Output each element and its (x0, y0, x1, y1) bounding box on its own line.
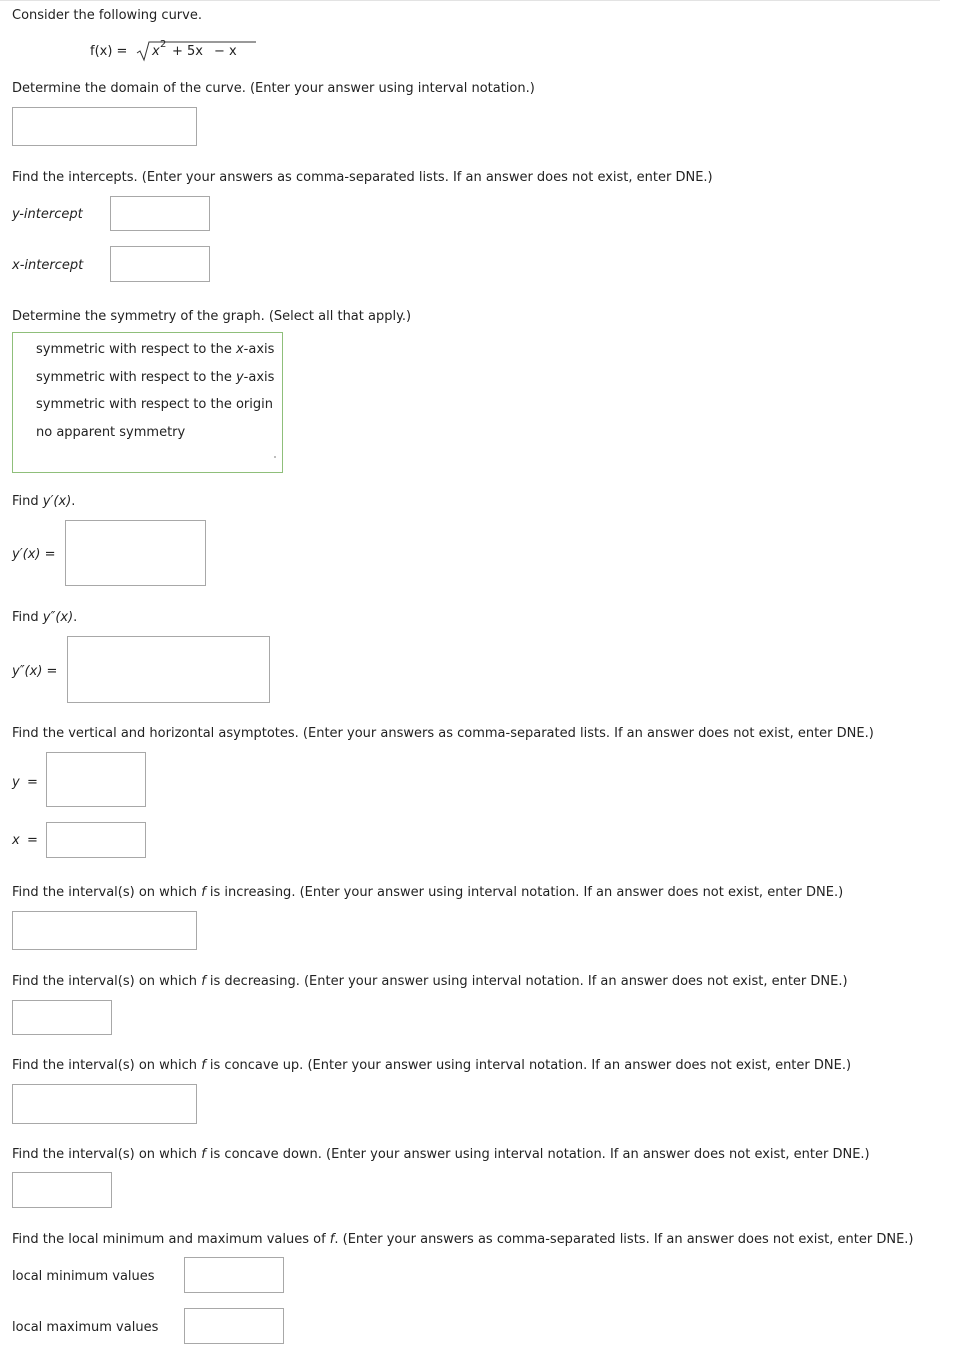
equals-sign: = (27, 775, 38, 790)
y-intercept-label: y-intercept (12, 207, 83, 222)
option-suffix: -axis (243, 370, 275, 385)
local-minimum-label: local minimum values (12, 1269, 155, 1284)
option-var: x (235, 342, 244, 357)
q-post: . (Enter your answers as comma-separated lists. If an answer does not exist, enter DNE.) (334, 1232, 914, 1247)
formula-base: x (152, 44, 160, 59)
x-intercept-input[interactable] (110, 246, 210, 282)
q-post: . (73, 610, 78, 625)
q-post: is concave down. (Enter your answer using interval notation. If an answer does not exist, enter DNE.) (205, 1147, 870, 1162)
resize-mark (274, 456, 276, 458)
equals-sign: = (27, 833, 38, 848)
question-first-derivative (12, 494, 75, 510)
q-f: f (329, 1232, 335, 1247)
question-second-derivative (12, 610, 77, 626)
concave-down-input[interactable] (12, 1172, 112, 1208)
x-intercept-label: x-intercept (12, 258, 84, 273)
local-minimum-input[interactable] (184, 1257, 284, 1293)
option-y-axis-symmetry[interactable] (36, 370, 274, 386)
question-symmetry: Determine the symmetry of the graph. (Select all that apply.) (12, 309, 412, 324)
q-pre: Find (12, 610, 43, 625)
q-post: is concave up. (Enter your answer using interval notation. If an answer does not exist, enter DNE.) (205, 1058, 852, 1073)
vertical-asymptote-label: x (12, 833, 20, 848)
vertical-asymptote-input[interactable] (46, 822, 146, 858)
q-pre: Find the interval(s) on which (12, 1058, 202, 1073)
intro-text: Consider the following curve. (12, 8, 202, 23)
q-expr: y″(x) (42, 610, 74, 625)
q-pre: Find (12, 494, 43, 509)
question-intercepts: Find the intercepts. (Enter your answers as comma-separated lists. If an answer does not exist, enter DNE.) (12, 170, 713, 185)
q-pre: Find the interval(s) on which (12, 885, 202, 900)
q-pre: Find the interval(s) on which (12, 1147, 202, 1162)
concave-up-input[interactable] (12, 1084, 197, 1124)
q-f: f (201, 885, 206, 900)
q-post: is increasing. (Enter your answer using interval notation. If an answer does not exist, enter DNE.) (205, 885, 844, 900)
option-no-symmetry[interactable]: no apparent symmetry (36, 425, 186, 440)
question-local-extrema (12, 1232, 914, 1248)
q-post: . (71, 494, 76, 509)
first-derivative-input[interactable] (65, 520, 206, 586)
option-origin-symmetry[interactable]: symmetric with respect to the origin (36, 397, 273, 412)
option-suffix: -axis (243, 342, 275, 357)
q-expr: y′(x) (42, 494, 72, 509)
top-divider (0, 0, 940, 1)
y-intercept-input[interactable] (110, 196, 210, 231)
question-decreasing (12, 974, 848, 990)
horizontal-asymptote-input[interactable] (46, 752, 146, 807)
increasing-input[interactable] (12, 911, 197, 950)
question-asymptotes: Find the vertical and horizontal asymptotes. (Enter your answers as comma-separated lists. If an answer does not exist, enter DNE.) (12, 726, 874, 741)
formula-tail: − x (214, 44, 237, 59)
formula-lhs: f(x) = (90, 44, 128, 59)
option-var: y (235, 370, 244, 385)
second-derivative-input[interactable] (67, 636, 270, 703)
formula-rest: + 5x (172, 44, 203, 59)
decreasing-input[interactable] (12, 1000, 112, 1035)
local-maximum-label: local maximum values (12, 1320, 159, 1335)
local-maximum-input[interactable] (184, 1308, 284, 1344)
option-x-axis-symmetry[interactable] (36, 342, 274, 358)
question-concave-down (12, 1147, 870, 1163)
question-increasing (12, 885, 843, 901)
second-derivative-label: y″(x) = (12, 664, 58, 679)
q-f: f (201, 974, 206, 989)
domain-input[interactable] (12, 107, 197, 146)
horizontal-asymptote-label: y (12, 775, 20, 790)
first-derivative-label: y′(x) = (12, 547, 56, 562)
q-f: f (201, 1147, 206, 1162)
option-text: symmetric with respect to the (36, 342, 236, 357)
symmetry-options-box (12, 332, 283, 473)
question-concave-up (12, 1058, 851, 1074)
q-f: f (201, 1058, 206, 1073)
formula-exponent: 2 (160, 39, 167, 50)
question-domain: Determine the domain of the curve. (Enter your answer using interval notation.) (12, 81, 535, 96)
q-pre: Find the local minimum and maximum values of (12, 1232, 330, 1247)
q-post: is decreasing. (Enter your answer using interval notation. If an answer does not exist, enter DNE.) (205, 974, 848, 989)
option-text: symmetric with respect to the (36, 370, 236, 385)
q-pre: Find the interval(s) on which (12, 974, 202, 989)
